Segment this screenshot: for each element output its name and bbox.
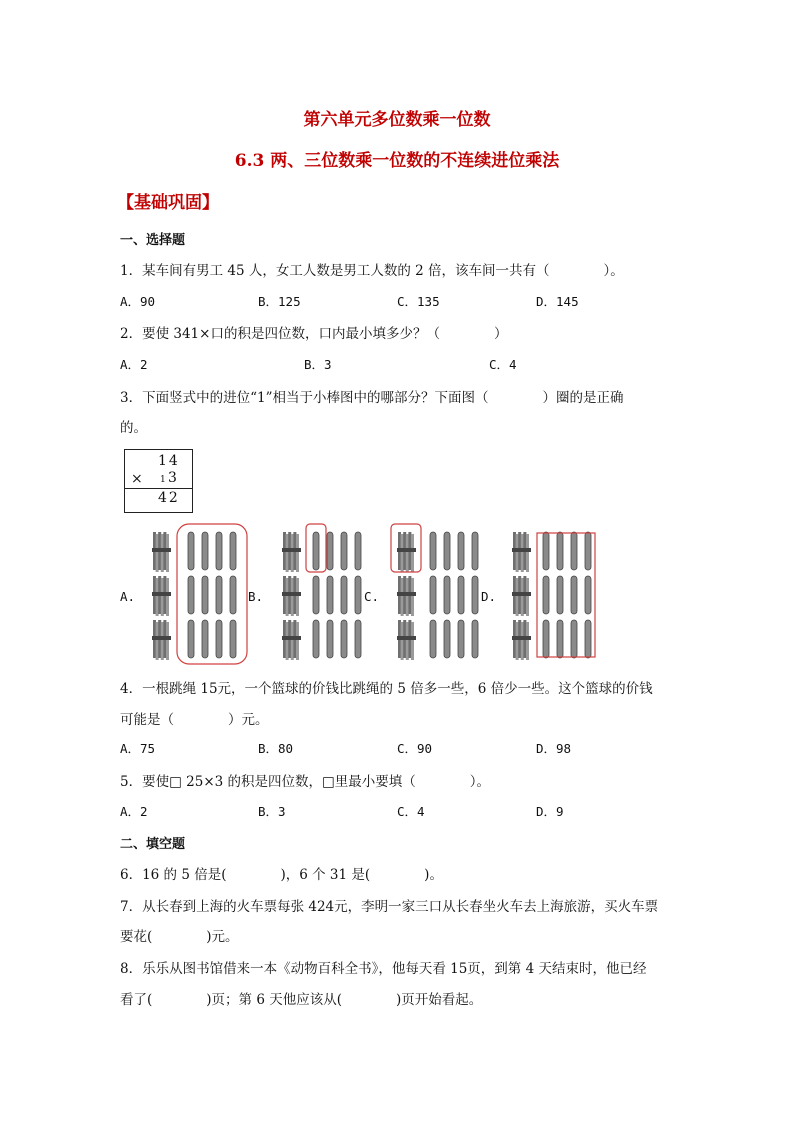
q4-option-a[interactable]: A．75 xyxy=(120,741,156,756)
single-stick xyxy=(430,620,436,658)
single-stick xyxy=(327,620,333,658)
single-stick xyxy=(444,576,450,614)
q5-option-c[interactable]: C．4 xyxy=(397,804,425,819)
single-stick xyxy=(341,532,347,570)
q4-option-d[interactable]: D．98 xyxy=(536,741,572,756)
single-stick xyxy=(571,532,577,570)
single-stick xyxy=(188,532,194,570)
single-stick xyxy=(557,532,563,570)
single-stick xyxy=(202,620,208,658)
question-8-line2: 看了( )页；第 6 天他应该从( )页开始看起。 xyxy=(120,992,483,1008)
single-stick xyxy=(585,532,591,570)
q1-option-c[interactable]: C．135 xyxy=(397,294,440,309)
single-stick xyxy=(444,532,450,570)
q1-option-d[interactable]: D．145 xyxy=(536,294,579,309)
q5-option-a[interactable]: A．2 xyxy=(120,804,148,819)
question-5: 5．要使□ 25×3 的积是四位数，□里最小要填（ ）。 xyxy=(120,774,491,790)
q3-option-b[interactable]: B. xyxy=(248,589,264,604)
q3-option-a[interactable]: A. xyxy=(120,589,136,604)
question-2: 2．要使 341×口的积是四位数，口内最小填多少？（ ） xyxy=(120,326,508,342)
carry-digit: 1 xyxy=(160,475,166,485)
q2-option-c[interactable]: C．4 xyxy=(489,357,517,372)
single-stick xyxy=(327,576,333,614)
single-stick xyxy=(557,620,563,658)
stick-bundle-icon xyxy=(282,576,301,616)
single-stick xyxy=(313,620,319,658)
stick-bundle-icon xyxy=(152,532,171,572)
single-stick xyxy=(472,532,478,570)
stick-bundle-icon xyxy=(397,576,416,616)
single-stick xyxy=(472,576,478,614)
stick-bundle-icon xyxy=(282,532,301,572)
question-4-line1: 4．一根跳绳 15元，一个篮球的价钱比跳绳的 5 倍多一些，6 倍少一些。这个篮球的价钱 xyxy=(120,681,653,697)
question-7-line2: 要花( )元。 xyxy=(120,929,239,945)
single-stick xyxy=(430,532,436,570)
times-sign: × xyxy=(131,471,143,487)
question-1: 1．某车间有男工 45 人，女工人数是男工人数的 2 倍，该车间一共有（ ）。 xyxy=(120,263,624,279)
single-stick xyxy=(313,576,319,614)
single-stick xyxy=(230,576,236,614)
multiplicand: 14 xyxy=(158,453,180,469)
q2-option-a[interactable]: A．2 xyxy=(120,357,148,372)
single-stick xyxy=(188,576,194,614)
single-stick xyxy=(216,620,222,658)
single-stick xyxy=(230,620,236,658)
single-stick xyxy=(216,576,222,614)
unit-title: 第六单元多位数乘一位数 xyxy=(303,110,491,130)
q3-option-c[interactable]: C. xyxy=(364,589,380,604)
product: 42 xyxy=(158,490,180,506)
single-stick xyxy=(313,532,319,570)
question-7-line1: 7．从长春到上海的火车票每张 424元，李明一家三口从长春坐火车去上海旅游，买火车票 xyxy=(120,899,659,915)
stick-bundle-icon xyxy=(152,576,171,616)
q5-option-b[interactable]: B．3 xyxy=(258,804,286,819)
stick-bundle-icon xyxy=(282,620,301,660)
stick-bundle-icon xyxy=(397,620,416,660)
q5-option-d[interactable]: D．9 xyxy=(536,804,564,819)
stick-bundle-icon xyxy=(397,532,416,572)
single-stick xyxy=(355,576,361,614)
lesson-title: 6.3 两、三位数乘一位数的不连续进位乘法 xyxy=(234,151,560,171)
single-stick xyxy=(585,576,591,614)
question-6: 6．16 的 5 倍是( )，6 个 31 是( )。 xyxy=(120,867,443,883)
section-heading-choice: 一、选择题 xyxy=(120,233,186,248)
stick-bundle-icon xyxy=(152,620,171,660)
question-3-line1: 3．下面竖式中的进位“1”相当于小棒图中的哪部分？下面图（ ）圈的是正确 xyxy=(120,390,624,406)
single-stick xyxy=(458,620,464,658)
q4-option-b[interactable]: B．80 xyxy=(258,741,294,756)
highlight-circle xyxy=(177,524,247,664)
single-stick xyxy=(585,620,591,658)
stick-bundle-icon xyxy=(512,576,531,616)
single-stick xyxy=(543,576,549,614)
single-stick xyxy=(472,620,478,658)
single-stick xyxy=(543,532,549,570)
single-stick xyxy=(444,620,450,658)
single-stick xyxy=(355,532,361,570)
single-stick xyxy=(355,620,361,658)
single-stick xyxy=(430,576,436,614)
single-stick xyxy=(341,620,347,658)
question-4-line2: 可能是（ ）元。 xyxy=(120,712,269,728)
single-stick xyxy=(458,576,464,614)
q1-option-a[interactable]: A．90 xyxy=(120,294,156,309)
single-stick xyxy=(341,576,347,614)
single-stick xyxy=(571,620,577,658)
single-stick xyxy=(458,532,464,570)
single-stick xyxy=(543,620,549,658)
single-stick xyxy=(202,532,208,570)
single-stick xyxy=(216,532,222,570)
q1-option-b[interactable]: B．125 xyxy=(258,294,301,309)
section-tag: 【基础巩固】 xyxy=(117,193,219,213)
question-3-line2: 的。 xyxy=(120,420,147,436)
single-stick xyxy=(188,620,194,658)
q3-option-d[interactable]: D. xyxy=(481,589,497,604)
single-stick xyxy=(202,576,208,614)
single-stick xyxy=(557,576,563,614)
q2-option-b[interactable]: B．3 xyxy=(304,357,332,372)
section-heading-fill: 二、填空题 xyxy=(120,837,186,852)
multiplier: 3 xyxy=(168,470,177,486)
single-stick xyxy=(571,576,577,614)
single-stick xyxy=(327,532,333,570)
question-8-line1: 8．乐乐从图书馆借来一本《动物百科全书》，他每天看 15页，到第 4 天结束时，他已经 xyxy=(120,961,647,977)
stick-bundle-icon xyxy=(512,532,531,572)
stick-bundle-icon xyxy=(512,620,531,660)
single-stick xyxy=(230,532,236,570)
q4-option-c[interactable]: C．90 xyxy=(397,741,433,756)
